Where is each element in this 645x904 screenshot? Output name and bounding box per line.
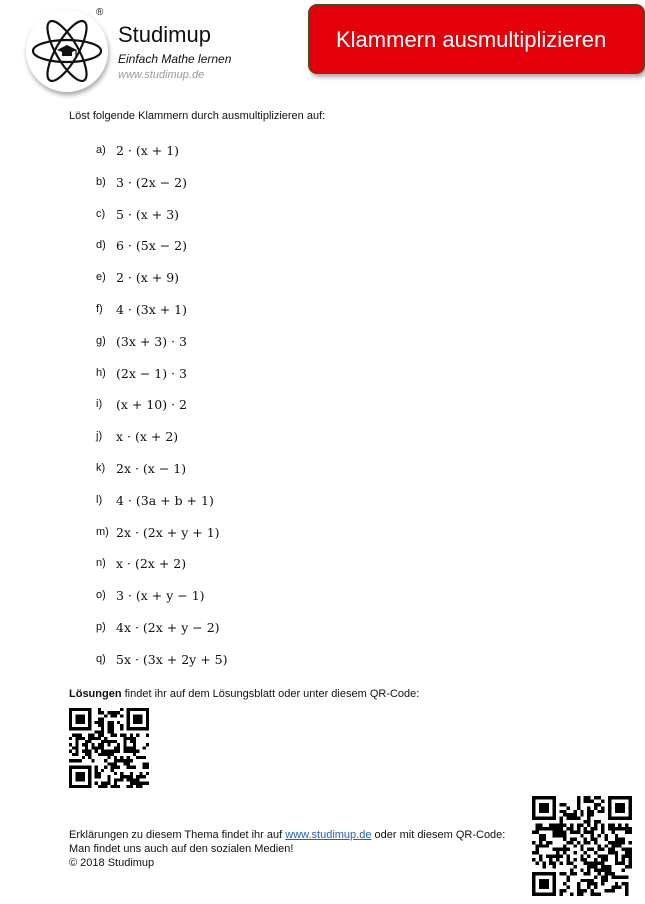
task-expression: (2x − 1) · 3 — [116, 366, 188, 381]
task-expression: 2 · (x + 1) — [116, 143, 180, 158]
registered-mark: ® — [96, 7, 104, 18]
task-expression: 2x · (2x + y + 1) — [116, 525, 220, 540]
task-expression: x · (x + 2) — [116, 429, 179, 444]
footer-line-1 — [69, 828, 505, 842]
task-label: c) — [96, 208, 106, 220]
brand-tagline: Einfach Mathe lernen — [118, 52, 232, 66]
task-expression: 5 · (x + 3) — [116, 207, 180, 222]
task-expression: 3 · (x + y − 1) — [116, 588, 205, 603]
footer — [69, 828, 505, 870]
task-expression: 2 · (x + 9) — [116, 270, 180, 285]
task-label: o) — [96, 589, 106, 601]
task-label: i) — [96, 398, 103, 410]
task-expression: 2x · (x − 1) — [116, 461, 187, 476]
task-label: q) — [96, 653, 106, 665]
task-expression: (x + 10) · 2 — [116, 397, 188, 412]
task-label: j) — [96, 430, 103, 442]
atom-icon — [26, 10, 108, 92]
task-expression: 5x · (3x + 2y + 5) — [116, 652, 228, 667]
solutions-note — [69, 688, 419, 700]
task-label: m) — [96, 526, 109, 538]
solutions-label: Lösungen — [69, 688, 122, 700]
task-label: p) — [96, 621, 106, 633]
task-label: a) — [96, 144, 106, 156]
task-label: e) — [96, 271, 106, 283]
studimup-logo — [26, 10, 108, 92]
brand-url: www.studimup.de — [118, 69, 205, 81]
task-expression: 4 · (3a + b + 1) — [116, 493, 214, 508]
task-expression: (3x + 3) · 3 — [116, 334, 188, 349]
task-label: k) — [96, 462, 106, 474]
footer-text: Erklärungen zu diesem Thema findet ihr auf — [69, 829, 286, 841]
task-label: g) — [96, 335, 106, 347]
task-label: l) — [96, 494, 103, 506]
brand-name: Studimup — [118, 22, 211, 47]
task-label: h) — [96, 367, 106, 379]
task-expression: 3 · (2x − 2) — [116, 175, 188, 190]
task-expression: 6 · (5x − 2) — [116, 238, 188, 253]
explanations-qr-code[interactable] — [532, 796, 632, 896]
title-banner — [308, 4, 645, 74]
task-label: b) — [96, 176, 106, 188]
task-label: f) — [96, 303, 103, 315]
footer-text: oder mit diesem QR-Code: — [371, 829, 506, 841]
task-expression: 4x · (2x + y − 2) — [116, 620, 220, 635]
task-expression: x · (2x + 2) — [116, 556, 187, 571]
task-label: d) — [96, 239, 106, 251]
instructions-text: Löst folgende Klammern durch ausmultiplizieren auf: — [69, 110, 326, 122]
task-expression: 4 · (3x + 1) — [116, 302, 188, 317]
website-link[interactable]: www.studimup.de — [285, 829, 372, 841]
copyright: © 2018 Studimup — [69, 857, 155, 869]
solutions-qr-code[interactable] — [69, 708, 149, 788]
solutions-text: findet ihr auf dem Lösungsblatt oder unter diesem QR-Code: — [121, 688, 420, 700]
task-label: n) — [96, 557, 106, 569]
page-title: Klammern ausmultiplizieren — [336, 27, 607, 52]
footer-line-2: Man findet uns auch auf den sozialen Medien! — [69, 843, 294, 855]
